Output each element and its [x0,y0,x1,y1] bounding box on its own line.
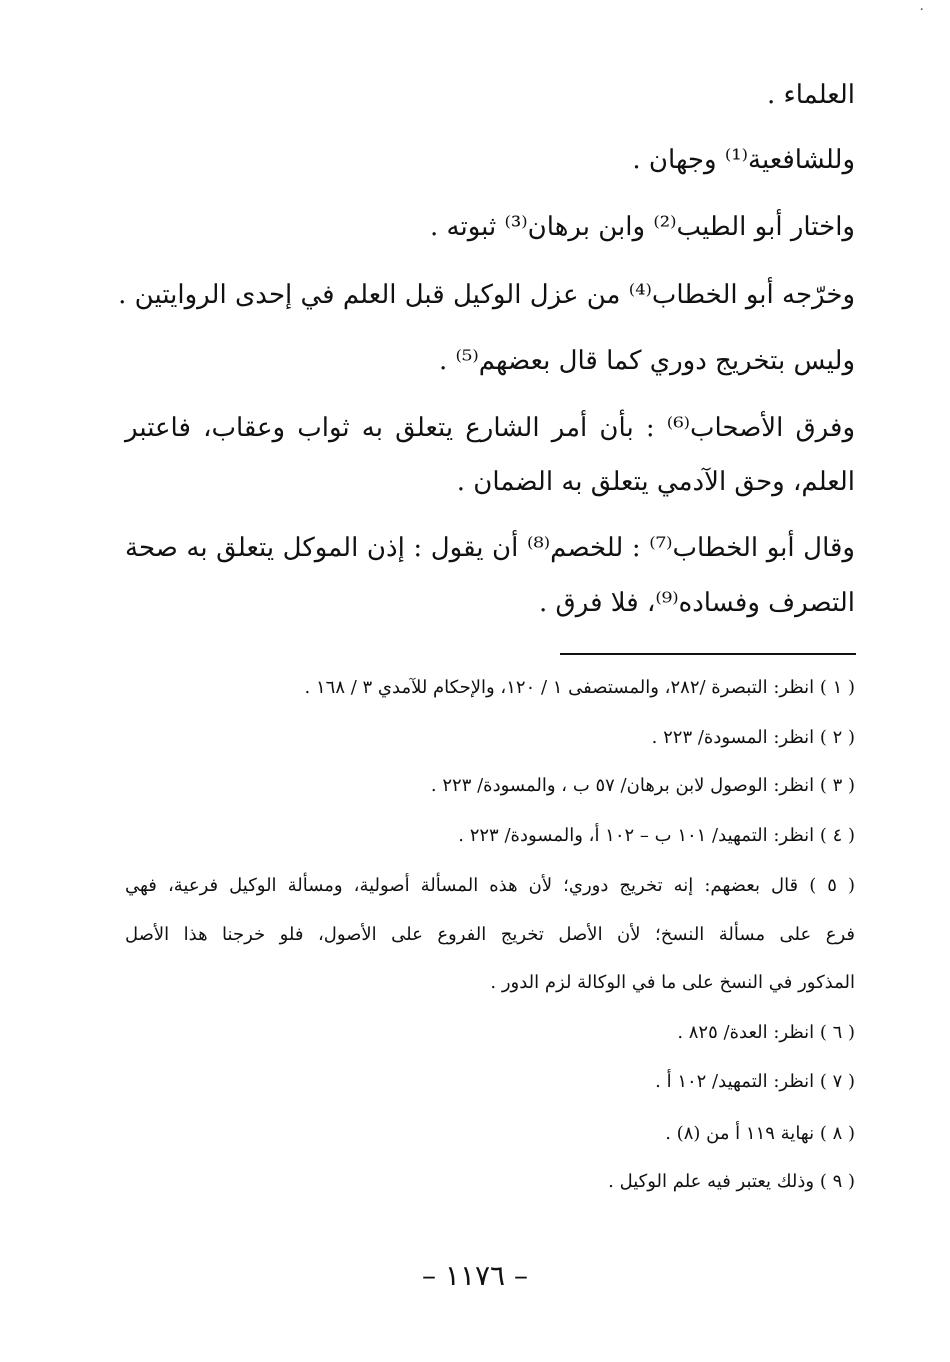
footnote-line-10: ( ٨ ) نهاية ١١٩ أ من (٨) . [665,1123,855,1144]
main-text-line-9: التصرف وفساده⁽⁹⁾، فلا فرق . [539,588,855,618]
main-text-line-6: وفرق الأصحاب⁽⁶⁾ : بأن أمر الشارع يتعلق به ثواب وعقاب، فاعتبر [125,413,855,443]
main-text-line-4: وخرّجه أبو الخطاب⁽⁴⁾ من عزل الوكيل قبل العلم في إحدى الروايتين . [118,280,855,310]
footnote-line-2: ( ٢ ) انظر: المسودة/ ٢٢٣ . [651,727,855,748]
footnote-line-8: ( ٦ ) انظر: العدة/ ٨٢٥ . [677,1022,855,1043]
corner-mark: · [919,2,924,18]
page-number: – ١١٧٦ – [422,1259,528,1292]
footnote-line-6: فرع على مسألة النسخ؛ لأن الأصل تخريج الفروع على الأصول، فلو خرجنا هذا الأصل [125,924,855,945]
main-text-line-1: العلماء . [766,80,855,110]
footnote-line-11: ( ٩ ) وذلك يعتبر فيه علم الوكيل . [608,1171,855,1192]
main-text-line-2: وللشافعية⁽¹⁾ وجهان . [632,145,855,175]
footnote-line-1: ( ١ ) انظر: التبصرة /٢٨٢، والمستصفى ١ / ١٢٠، والإحكام للآمدي ٣ / ١٦٨ . [304,677,855,698]
footnote-line-9: ( ٧ ) انظر: التمهيد/ ١٠٢ أ . [655,1071,855,1092]
footnote-line-5: ( ٥ ) قال بعضهم: إنه تخريج دوري؛ لأن هذه المسألة أصولية، ومسألة الوكيل فرعية، فهي [125,875,855,896]
main-text-line-3: واختار أبو الطيب⁽²⁾ وابن برهان⁽³⁾ ثبوته . [429,212,855,242]
footnote-line-3: ( ٣ ) انظر: الوصول لابن برهان/ ٥٧ ب ، والمسودة/ ٢٢٣ . [430,775,855,796]
footnote-line-4: ( ٤ ) انظر: التمهيد/ ١٠١ ب – ١٠٢ أ، والمسودة/ ٢٢٣ . [458,825,855,846]
main-text-line-8: وقال أبو الخطاب⁽⁷⁾ : للخصم⁽⁸⁾ أن يقول : إذن الموكل يتعلق به صحة [125,533,855,563]
main-text-line-5: وليس بتخريج دوري كما قال بعضهم⁽⁵⁾ . [439,346,855,376]
footnote-separator [560,653,856,655]
main-text-line-7: العلم، وحق الآدمي يتعلق به الضمان . [456,467,855,497]
footnote-line-7: المذكور في النسخ على ما في الوكالة لزم الدور . [490,972,855,993]
